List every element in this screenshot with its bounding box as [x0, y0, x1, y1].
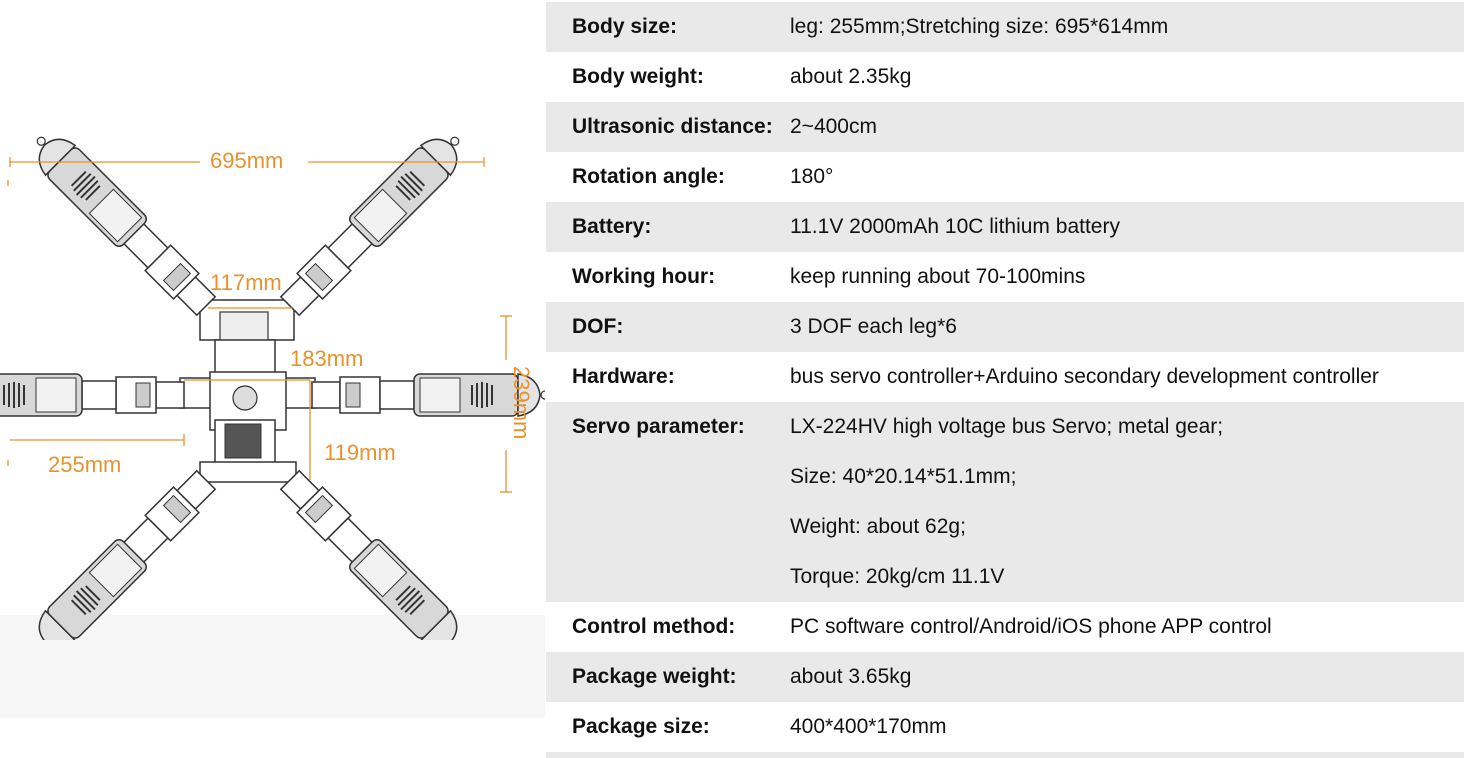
table-bottom-border: [546, 752, 1464, 758]
spec-value: 2~400cm: [790, 115, 877, 138]
spec-value: 11.1V 2000mAh 10C lithium battery: [790, 215, 1120, 238]
spec-label: Rotation angle:: [572, 165, 725, 188]
spec-value: Weight: about 62g;: [790, 515, 966, 538]
spec-label: Package size:: [572, 715, 710, 738]
spec-row-body-weight: [546, 52, 1464, 102]
spec-row-body-size: [546, 2, 1464, 52]
body-length-dimension-label: 183mm: [290, 346, 364, 371]
spec-label: Hardware:: [572, 365, 675, 388]
spec-row-hardware: [546, 352, 1464, 402]
rear-dimension-label: 119mm: [324, 440, 396, 465]
leg-dimension-label: 255mm: [48, 452, 122, 477]
spec-label: Body size:: [572, 15, 678, 38]
spec-value: bus servo controller+Arduino secondary development controller: [790, 365, 1379, 388]
inner-width-dimension-label: 117mm: [210, 270, 282, 295]
spec-value: keep running about 70-100mins: [790, 265, 1086, 288]
spec-row-package-weight: [546, 652, 1464, 702]
spec-row-rotation-angle: [546, 152, 1464, 202]
spec-row-battery: [546, 202, 1464, 252]
spec-value: leg: 255mm;Stretching size: 695*614mm: [790, 15, 1169, 38]
robot-body: [180, 300, 315, 482]
spec-value: 3 DOF each leg*6: [790, 315, 957, 338]
spec-label: Ultrasonic distance:: [572, 115, 773, 138]
spec-row-package-size: [546, 702, 1464, 752]
spec-row-servo-weight: [546, 502, 1464, 552]
spec-row-servo-torque: [546, 552, 1464, 602]
spec-table: [546, 2, 1464, 752]
height-dimension-label: 239mm: [509, 366, 534, 440]
spec-row-dof: [546, 302, 1464, 352]
spec-value: 180°: [790, 165, 834, 188]
spec-value: Torque: 20kg/cm 11.1V: [790, 565, 1005, 588]
spec-row-ultrasonic-distance: [546, 102, 1464, 152]
spec-value: about 3.65kg: [790, 665, 912, 688]
spec-value: PC software control/Android/iOS phone APP control: [790, 615, 1272, 638]
spec-value: LX-224HV high voltage bus Servo; metal gear;: [790, 415, 1224, 438]
spec-row-working-hour: [546, 252, 1464, 302]
spec-label: Body weight:: [572, 65, 704, 88]
spec-label: Servo parameter:: [572, 415, 745, 438]
spec-row-servo-size: [546, 452, 1464, 502]
spec-label: Battery:: [572, 215, 652, 238]
spec-value: about 2.35kg: [790, 65, 912, 88]
spec-value: 400*400*170mm: [790, 715, 947, 738]
diagram-panel: [0, 0, 545, 758]
spec-row-control-method: [546, 602, 1464, 652]
spec-label: Working hour:: [572, 265, 716, 288]
width-dimension-label: 695mm: [210, 148, 284, 173]
spec-row-servo-parameter: [546, 402, 1464, 452]
spec-label: DOF:: [572, 315, 624, 338]
spec-label: Package weight:: [572, 665, 737, 688]
spec-value: Size: 40*20.14*51.1mm;: [790, 465, 1017, 488]
hexapod-top-view-diagram: [0, 0, 545, 640]
spec-label: Control method:: [572, 615, 736, 638]
